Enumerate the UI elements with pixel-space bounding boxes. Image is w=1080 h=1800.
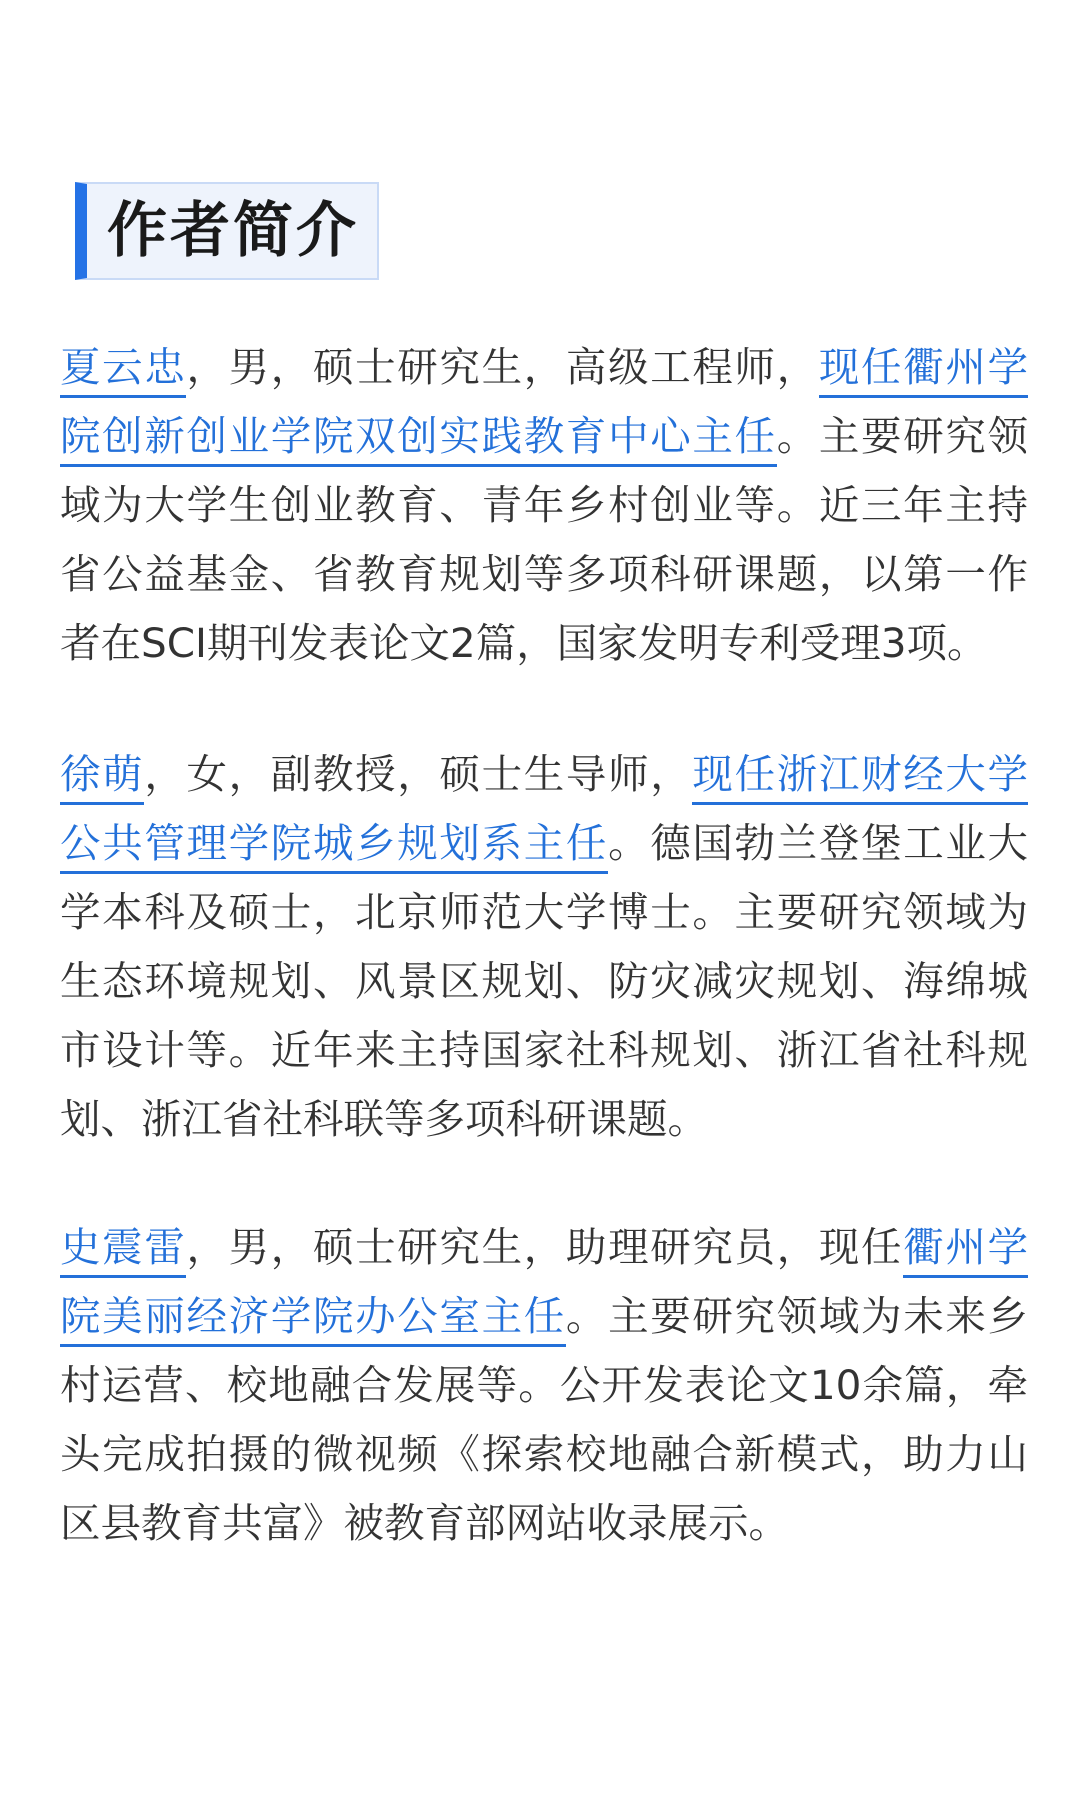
author-position: 现任衢州学院创新创业学院双创实践教育中心主任 — [60, 343, 1028, 467]
author-intro: ，女，副教授，硕士生导师， — [144, 750, 693, 798]
author-intro: ，男，硕士研究生，助理研究员，现任 — [186, 1223, 904, 1271]
author-bio-xu-meng — [60, 740, 1028, 1154]
author-bio-xia-yunzhong — [60, 333, 1028, 678]
author-position: 衢州学院美丽经济学院办公室主任 — [60, 1223, 1028, 1347]
section-title: 作者简介 — [107, 196, 359, 266]
author-details: 。德国勃兰登堡工业大学本科及硕士，北京师范大学博士。主要研究领域为生态环境规划、风景区规划、防灾减灾规划、海绵城市设计等。近年来主持国家社科规划、浙江省社科规划、浙江省社科联等多项科研课题。 — [60, 819, 1029, 1143]
section-title-box — [75, 182, 379, 280]
author-name: 徐萌 — [60, 750, 144, 805]
author-bio-shi-zhenlei — [60, 1213, 1028, 1558]
author-details: 。主要研究领域为大学生创业教育、青年乡村创业等。近三年主持省公益基金、省教育规划等多项科研课题，以第一作者在SCI期刊发表论文2篇，国家发明专利受理3项。 — [60, 412, 1029, 667]
author-name: 史震雷 — [60, 1223, 186, 1278]
author-details: 。主要研究领域为未来乡村运营、校地融合发展等。公开发表论文10余篇，牵头完成拍摄的微视频《探索校地融合新模式，助力山区县教育共富》被教育部网站收录展示。 — [60, 1292, 1029, 1547]
author-position: 现任浙江财经大学公共管理学院城乡规划系主任 — [60, 750, 1028, 874]
author-intro: ，男，硕士研究生，高级工程师， — [186, 343, 819, 391]
author-name: 夏云忠 — [60, 343, 186, 398]
